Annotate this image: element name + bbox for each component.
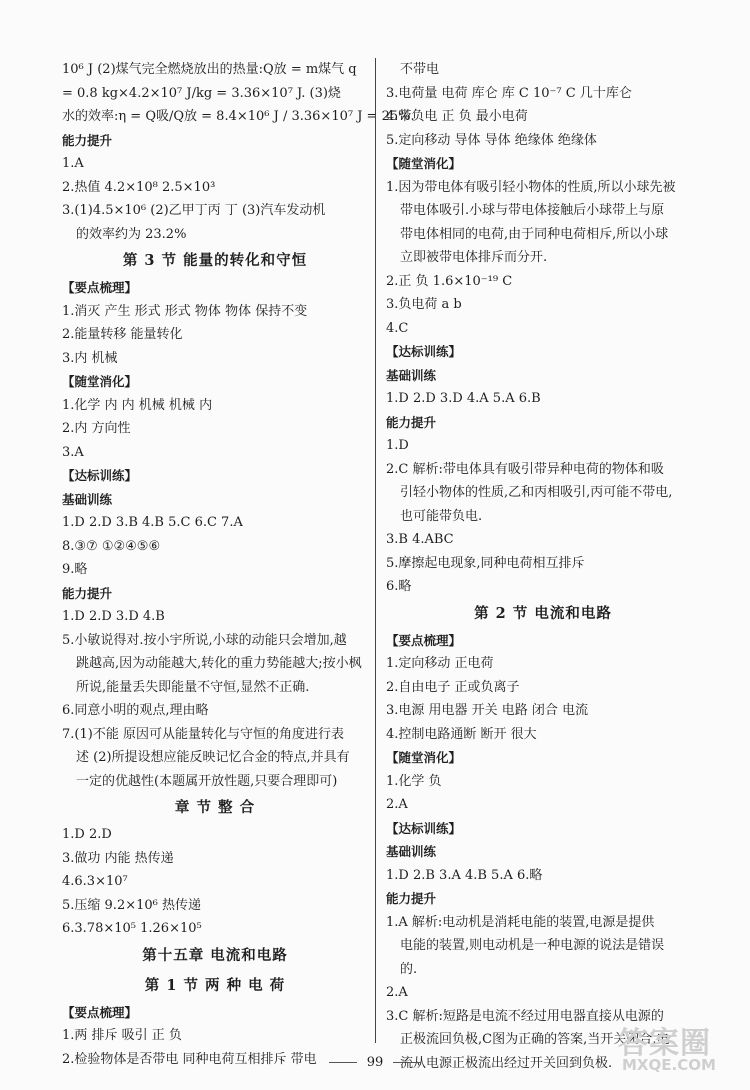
answer-line: 1.D <box>386 438 409 453</box>
section-title: 章 节 整 合 <box>174 799 256 816</box>
answer-line: 1.化学 负 <box>386 773 442 789</box>
subsection-heading: 能力提升 <box>386 414 437 430</box>
column-divider <box>375 58 376 1043</box>
answer-line: 10⁶ J (2)煤气完全燃烧放出的热量:Q放 = m煤气 q <box>62 62 357 77</box>
answer-line: 3.负电荷 a b <box>386 297 462 312</box>
answer-line: 2.能量转移 能量转化 <box>62 327 183 342</box>
answer-line: 3.电源 用电器 开关 电路 闭合 电流 <box>386 703 589 718</box>
section-label: 【要点梳理】 <box>62 1004 138 1020</box>
answer-line: 1.D 2.D <box>62 827 112 842</box>
answer-line: 9.略 <box>62 562 88 577</box>
answer-line: 3.电荷量 电荷 库仑 库 C 10⁻⁷ C 几十库仑 <box>386 85 632 101</box>
subsection-heading: 基础训练 <box>386 367 437 383</box>
answer-line: 7.(1)不能 原因可从能量转化与守恒的角度进行表 <box>62 726 344 742</box>
answer-line: 3.(1)4.5×10⁶ (2)乙甲丁丙 丁 (3)汽车发动机 <box>62 203 326 218</box>
answer-line: 6.略 <box>386 579 412 594</box>
answer-line: 3.C 解析:短路是电流不经过用电器直接从电源的 <box>386 1008 664 1024</box>
watermark-logo <box>618 1018 738 1080</box>
answer-line: 2.自由电子 正或负离子 <box>386 679 520 695</box>
answer-line: 2.正 负 1.6×10⁻¹⁹ C <box>386 273 513 289</box>
answer-line: 5.小敏说得对.按小宇所说,小球的动能只会增加,越 <box>62 632 347 648</box>
answer-line: 5.压缩 9.2×10⁶ 热传递 <box>62 897 201 913</box>
page-number-dash-right <box>393 1062 421 1063</box>
answer-line: 1.A 解析:电动机是消耗电能的装置,电源是提供 <box>386 914 655 930</box>
answer-line: 1.定向移动 正电荷 <box>386 656 494 671</box>
answer-line: 4.控制电路通断 断开 很大 <box>386 726 537 742</box>
answer-line: 跳越高,因为动能越大,转化的重力势能越大;按小枫 <box>76 656 362 671</box>
answer-line: 1.两 排斥 吸引 正 负 <box>62 1028 182 1043</box>
section-label: 【随堂消化】 <box>62 374 138 389</box>
section-title: 第 2 节 电流和电路 <box>474 604 612 622</box>
answer-line: = 0.8 kg×4.2×10⁷ J/kg = 3.36×10⁷ J. (3)烧 <box>62 85 341 101</box>
answer-line: 也可能带负电. <box>400 508 483 524</box>
subsection-heading: 基础训练 <box>62 491 113 507</box>
answer-line: 4.C <box>386 320 409 336</box>
answer-line: 1.因为带电体有吸引轻小物体的性质,所以小球先被 <box>386 179 676 195</box>
subsection-heading: 能力提升 <box>386 891 437 906</box>
answer-line: 6.同意小明的观点,理由略 <box>62 703 209 718</box>
answer-line: 4.带负电 正 负 最小电荷 <box>386 109 528 124</box>
answer-line: 2.A <box>386 985 408 1000</box>
answer-line: 所说,能量丢失即能量不守恒,显然不正确. <box>76 679 310 695</box>
answer-line: 电能的装置,则电动机是一种电源的说法是错误 <box>400 938 665 953</box>
answer-line: 4.6.3×10⁷ <box>62 874 128 889</box>
section-label: 【达标训练】 <box>62 468 138 483</box>
section-label: 【达标训练】 <box>386 344 462 359</box>
answer-line: 一定的优越性(本题属开放性题,只要合理即可) <box>76 773 338 789</box>
answer-line: 2.热值 4.2×10⁸ 2.5×10³ <box>62 179 216 195</box>
page-number-value: 99 <box>366 1055 384 1070</box>
answer-line: 带电体吸引.小球与带电体接触后小球带上与原 <box>400 203 665 218</box>
subsection-heading: 能力提升 <box>62 132 113 148</box>
section-title: 第 1 节 两 种 电 荷 <box>144 976 286 994</box>
subsection-heading: 基础训练 <box>386 844 437 859</box>
answer-line: 2.检验物体是否带电 同种电荷互相排斥 带电 <box>62 1051 317 1067</box>
answer-line: 1.D 2.B 3.A 4.B 5.A 6.略 <box>386 867 543 883</box>
answer-line: 流从电源正极流出经过开关回到负极. <box>400 1055 613 1071</box>
answer-line: 3.B 4.ABC <box>386 532 454 547</box>
answer-line: 水的效率:η = Q吸/Q放 = 8.4×10⁶ J / 3.36×10⁷ J = 25%. <box>62 109 415 124</box>
section-label: 【随堂消化】 <box>386 750 462 765</box>
answer-line: 不带电 <box>400 62 440 77</box>
answer-line: 1.D 2.D 3.D 4.A 5.A 6.B <box>386 391 541 406</box>
answer-line: 的. <box>400 961 418 977</box>
answer-line: 的效率约为 23.2% <box>76 226 187 242</box>
answer-line: 2.内 方向性 <box>62 421 131 436</box>
section-label: 【要点梳理】 <box>62 280 138 295</box>
answer-line: 3.A <box>62 444 84 460</box>
answer-line: 6.3.78×10⁵ 1.26×10⁵ <box>62 921 202 936</box>
answer-line: 1.A <box>62 156 84 171</box>
right-column <box>386 58 700 1075</box>
answer-line: 8.③⑦ ①②④⑤⑥ <box>62 538 161 554</box>
section-label: 【要点梳理】 <box>386 632 462 648</box>
answer-line: 带电体相同的电荷,由于同种电荷相斥,所以小球 <box>400 226 669 242</box>
answer-line: 2.A <box>386 797 408 812</box>
answer-line: 立即被带电体排斥而分开. <box>400 250 548 265</box>
answer-line: 引轻小物体的性质,乙和丙相吸引,丙可能不带电, <box>400 485 673 500</box>
answer-line: 5.摩擦起电现象,同种电荷相互排斥 <box>386 555 585 571</box>
section-label: 【达标训练】 <box>386 820 462 836</box>
answer-line: 5.定向移动 导体 导体 绝缘体 绝缘体 <box>386 132 597 148</box>
answer-line: 1.D 2.D 3.B 4.B 5.C 6.C 7.A <box>62 515 243 530</box>
answer-line: 1.D 2.D 3.D 4.B <box>62 609 165 624</box>
watermark-text: 答案圈 <box>618 1026 711 1061</box>
subsection-heading: 能力提升 <box>62 585 113 601</box>
watermark-url: MXQE.COM <box>622 1056 716 1074</box>
section-title: 第十五章 电流和电路 <box>142 946 288 964</box>
answer-line: 正极流回负极,C图为正确的答案,当开关闭合,电 <box>400 1032 670 1047</box>
answer-line: 3.做功 内能 热传递 <box>62 850 174 866</box>
section-title: 第 3 节 能量的转化和守恒 <box>122 252 308 269</box>
answer-line: 2.C 解析:带电体具有吸引带异种电荷的物体和吸 <box>386 461 664 477</box>
answer-line: 述 (2)所提设想应能反映记忆合金的特点,并具有 <box>76 750 350 765</box>
answer-line: 3.内 机械 <box>62 350 118 366</box>
page-number-dash-left <box>329 1062 357 1063</box>
answer-line: 1.消灭 产生 形式 形式 物体 物体 保持不变 <box>62 303 308 319</box>
section-label: 【随堂消化】 <box>386 156 462 171</box>
answer-line: 1.化学 内 内 机械 机械 内 <box>62 397 213 413</box>
